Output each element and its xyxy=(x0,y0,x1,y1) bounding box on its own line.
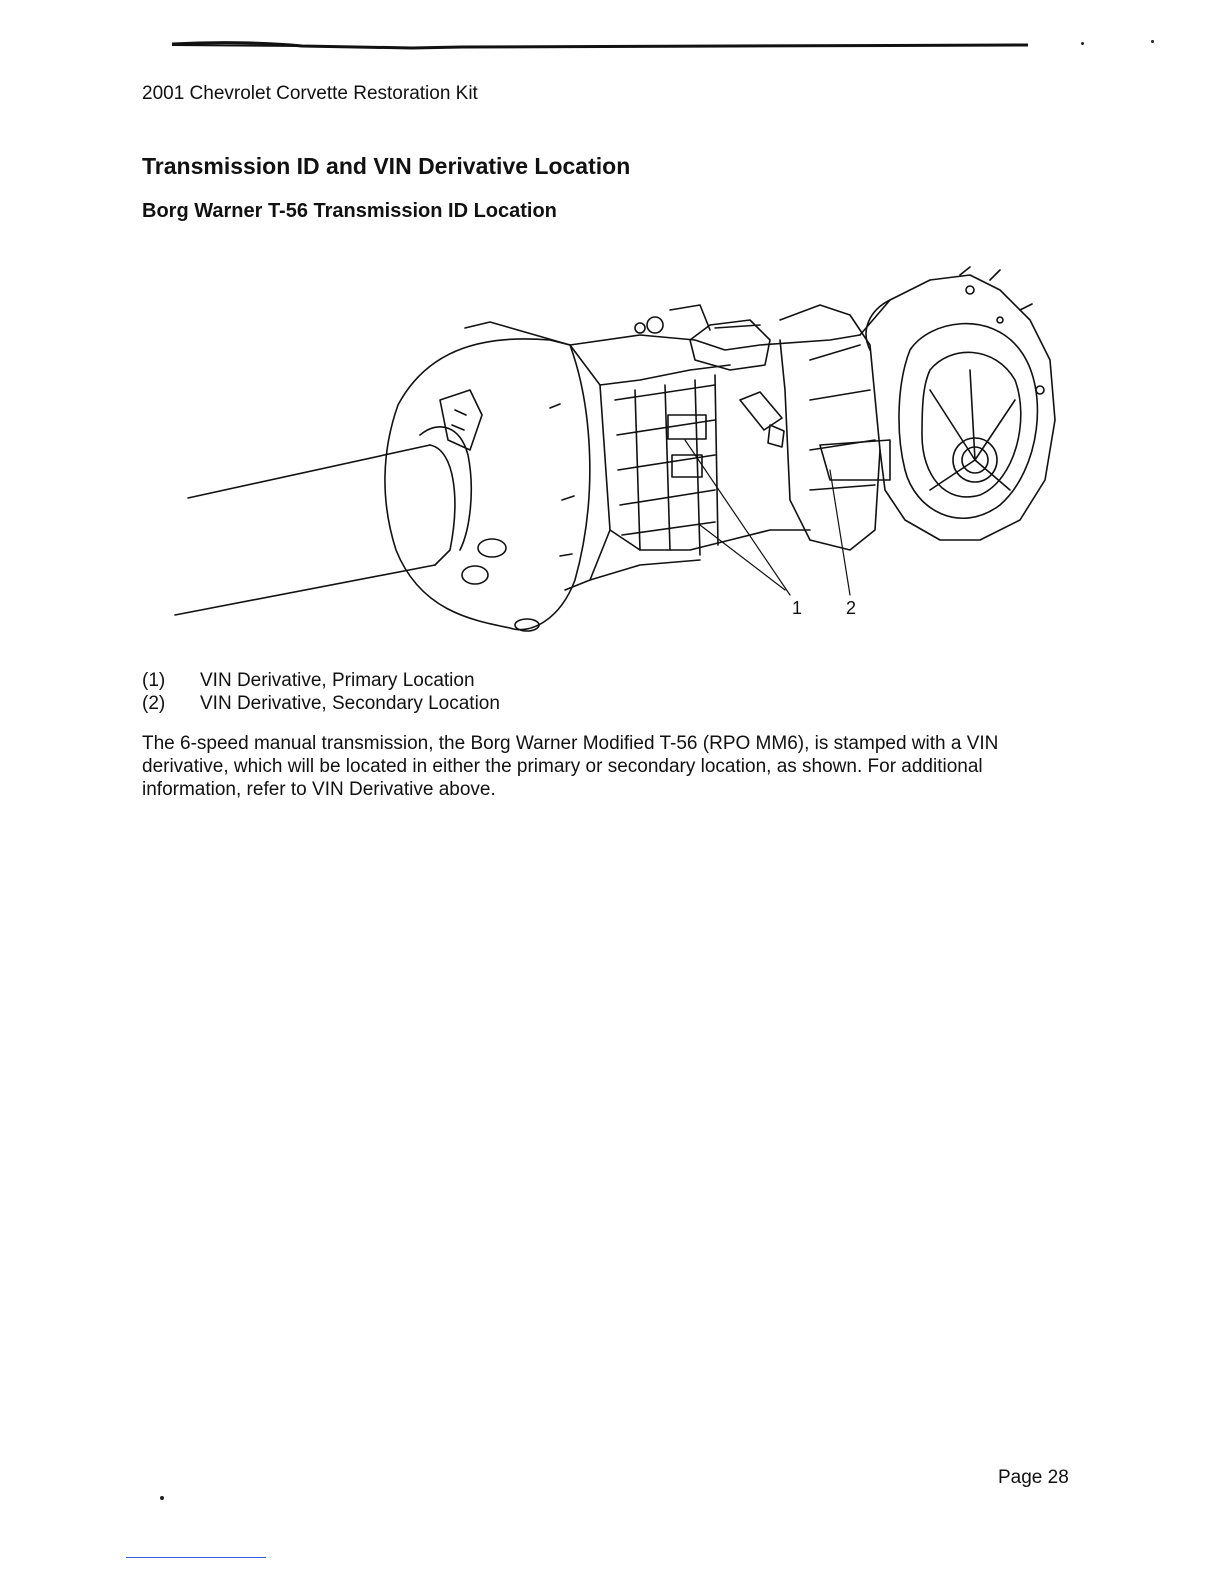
page-number: Page 28 xyxy=(998,1467,1069,1488)
legend-text: VIN Derivative, Secondary Location xyxy=(200,693,500,714)
section-title: Transmission ID and VIN Derivative Location xyxy=(142,153,631,179)
legend-number: (1) xyxy=(142,670,166,691)
legend-number: (2) xyxy=(142,693,166,714)
header-rule xyxy=(172,40,1028,52)
section-subtitle: Borg Warner T-56 Transmission ID Location xyxy=(142,200,557,222)
body-paragraph: The 6-speed manual transmission, the Borg Warner Modified T-56 (RPO MM6), is stamped with a VIN derivative, which will be located in either the primary or secondary location, as shown. For additional information, refer to VIN Derivative above. xyxy=(142,733,999,800)
legend-text: VIN Derivative, Primary Location xyxy=(200,670,475,691)
legend-item xyxy=(142,669,500,692)
callout-2: 2 xyxy=(846,598,857,618)
legend-item xyxy=(142,692,500,715)
scan-speck xyxy=(160,1496,164,1500)
scan-speck xyxy=(1081,42,1084,45)
scan-speck xyxy=(1151,40,1154,43)
callout-1: 1 xyxy=(792,598,803,618)
running-header: 2001 Chevrolet Corvette Restoration Kit xyxy=(142,83,478,104)
bottom-edge-line xyxy=(126,1557,266,1558)
transmission-diagram xyxy=(170,250,1060,640)
legend xyxy=(142,669,500,715)
